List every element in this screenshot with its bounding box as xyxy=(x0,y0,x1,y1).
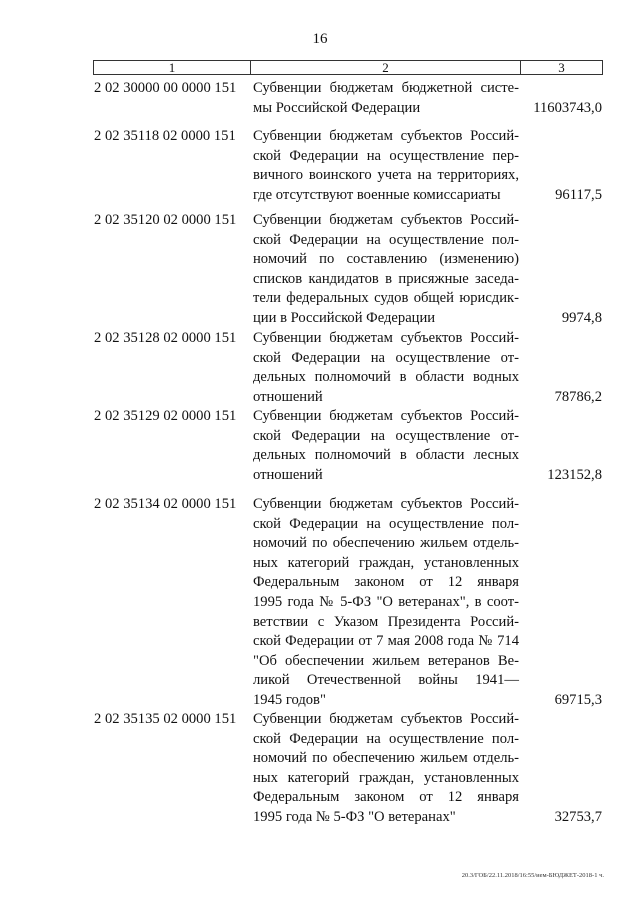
page-number: 16 xyxy=(312,31,328,47)
amount-value: 96117,5 xyxy=(555,186,602,203)
description-line: Субвенции бюджетам субъектов Россий- xyxy=(253,408,519,424)
description-line: ской Федерации на осуществление пер- xyxy=(253,147,519,164)
description-line: дельных полномочий в области лесных xyxy=(253,447,519,464)
description-line: ных категорий граждан, установленных xyxy=(253,554,519,571)
description-line: Федеральным законом от 12 января xyxy=(253,574,519,591)
budget-code: 2 02 35120 02 0000 151 xyxy=(94,212,237,228)
description-line: ской Федерации на осуществление от- xyxy=(253,349,519,366)
description-line: отношений xyxy=(253,466,323,483)
description-line: Федеральным законом от 12 января xyxy=(253,789,519,806)
column-header-3: 3 xyxy=(558,60,565,75)
row-description xyxy=(253,211,519,329)
page-footer-stamp: 20.3/ГОБ/22.11.2018/16:55/ием-БЮДЖЕТ-2018-1 ч. xyxy=(461,872,604,879)
budget-code: 2 02 35118 02 0000 151 xyxy=(94,128,236,144)
description-line: ской Федерации на осуществление пол- xyxy=(253,231,519,248)
description-line: мы Российской Федерации xyxy=(253,99,421,116)
column-header-2: 2 xyxy=(251,61,521,74)
row-description xyxy=(253,329,519,407)
description-line: ветствии с Указом Президента Россий- xyxy=(253,613,519,630)
description-line: тели федеральных судов общей юрисдик- xyxy=(253,290,519,307)
description-line: 1945 годов" xyxy=(253,691,326,708)
table-row xyxy=(0,495,640,711)
description-line: 1995 года № 5-ФЗ "О ветеранах", в соот- xyxy=(253,593,519,610)
description-line: 1995 года № 5-ФЗ "О ветеранах" xyxy=(253,808,456,825)
budget-code: 2 02 35129 02 0000 151 xyxy=(94,408,237,424)
description-line: ской Федерации от 7 мая 2008 года № 714 xyxy=(253,633,519,650)
row-description xyxy=(253,127,519,205)
description-line: ской Федерации на осуществление от- xyxy=(253,427,519,444)
description-line: "Об обеспечении жильем ветеранов Ве- xyxy=(253,652,519,669)
table-row xyxy=(0,127,640,205)
table-row xyxy=(0,710,640,828)
column-header-1: 1 xyxy=(94,61,251,74)
description-line: Субвенции бюджетам субъектов Россий- xyxy=(253,330,519,346)
description-line: Субвенции бюджетам субъектов Россий- xyxy=(253,128,519,144)
description-line: ской Федерации на осуществление пол- xyxy=(253,730,519,747)
amount-value: 69715,3 xyxy=(554,692,602,708)
row-description xyxy=(253,495,519,711)
table-row xyxy=(0,329,640,407)
description-line: дельных полномочий в области водных xyxy=(253,369,519,386)
description-line: Субвенции бюджетам бюджетной систе- xyxy=(253,80,519,96)
table-row xyxy=(0,79,640,118)
row-description xyxy=(253,79,519,118)
row-description xyxy=(253,710,519,828)
budget-code: 2 02 30000 00 0000 151 xyxy=(94,80,237,96)
budget-code: 2 02 35128 02 0000 151 xyxy=(94,330,237,346)
table-row xyxy=(0,211,640,329)
description-line: ных категорий граждан, установленных xyxy=(253,769,519,786)
description-line: Субвенции бюджетам субъектов Россий- xyxy=(253,711,519,727)
amount-value: 11603743,0 xyxy=(533,99,602,116)
description-line: вичного воинского учета на территориях, xyxy=(253,167,519,184)
table-header-row xyxy=(93,60,603,75)
budget-code: 2 02 35135 02 0000 151 xyxy=(94,711,237,727)
description-line: Субвенции бюджетам субъектов Россий- xyxy=(253,496,519,512)
table-row xyxy=(0,407,640,485)
description-line: номочий по обеспечению жильем отдель- xyxy=(253,750,519,767)
description-line: номочий по составлению (изменению) xyxy=(253,251,519,268)
amount-value: 32753,7 xyxy=(554,809,602,825)
description-line: ской Федерации на осуществление пол- xyxy=(253,515,519,532)
amount-value: 78786,2 xyxy=(554,388,602,405)
description-line: списков кандидатов в присяжные заседа- xyxy=(253,270,519,287)
description-line: где отсутствуют военные комиссариаты xyxy=(253,186,501,203)
description-line: ции в Российской Федерации xyxy=(253,309,436,326)
description-line: отношений xyxy=(253,388,323,405)
description-line: Субвенции бюджетам субъектов Россий- xyxy=(253,212,519,228)
description-line: ликой Отечественной войны 1941— xyxy=(253,672,519,689)
amount-value: 123152,8 xyxy=(547,466,602,483)
amount-value: 9974,8 xyxy=(561,310,602,326)
budget-code: 2 02 35134 02 0000 151 xyxy=(94,496,237,512)
description-line: номочий по обеспечению жильем отдель- xyxy=(253,535,519,552)
row-description xyxy=(253,407,519,485)
